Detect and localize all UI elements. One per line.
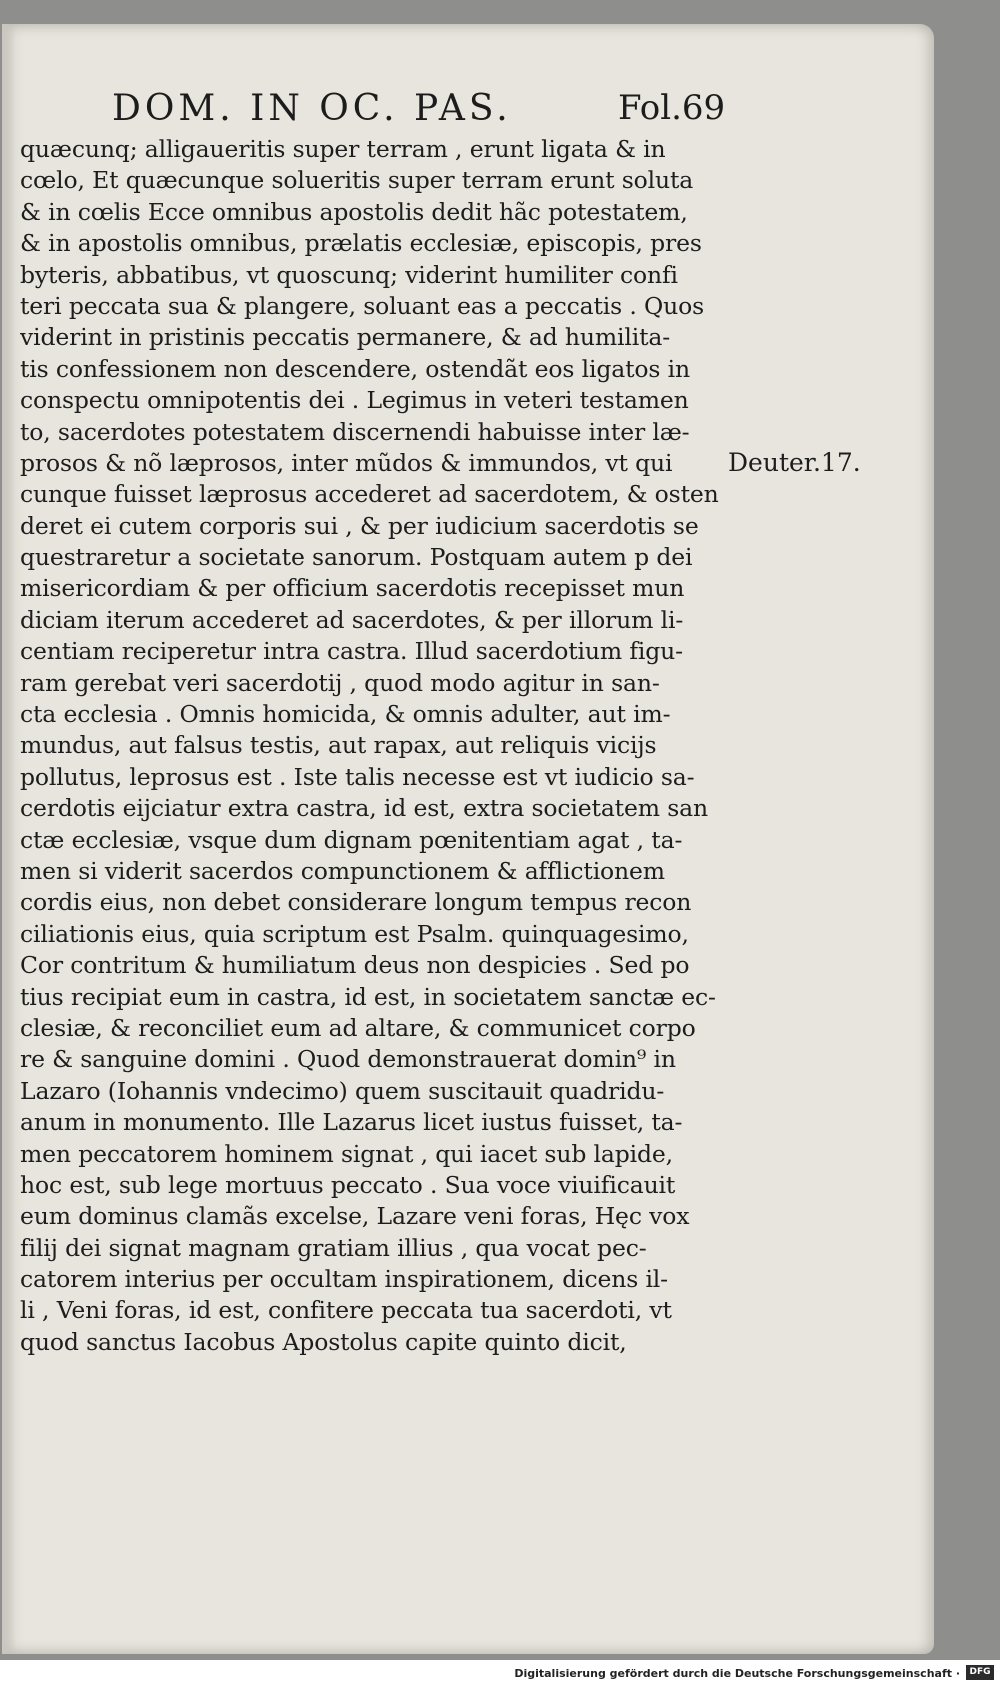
text-line: men si viderit sacerdos compunctionem & afflictionem	[20, 856, 665, 885]
text-line: li , Veni foras, id est, confitere peccata tua sacerdoti, vt	[20, 1296, 672, 1325]
footer-bar	[0, 1660, 1000, 1693]
text-line: ram gerebat veri sacerdotij , quod modo agitur in san-	[20, 668, 660, 697]
text-line: byteris, abbatibus, vt quoscunq; viderint humiliter confi	[20, 260, 678, 289]
text-line: centiam reciperetur intra castra. Illud sacerdotium figu-	[20, 637, 683, 666]
text-line: cerdotis eijciatur extra castra, id est, extra societatem san	[20, 794, 708, 823]
text-line: cœlo, Et quæcunque solueritis super terram erunt soluta	[20, 166, 694, 195]
text-line: mundus, aut falsus testis, aut rapax, aut reliquis vicijs	[20, 731, 657, 760]
text-line: pollutus, leprosus est . Iste talis necesse est vt iudicio sa-	[20, 762, 695, 791]
marginal-note: Deuter.17.	[728, 448, 861, 477]
page-gutter-shadow	[2, 24, 16, 1654]
running-head: DOM. IN OC. PAS.	[112, 88, 512, 129]
folio-number: Fol.69	[618, 88, 726, 128]
text-line: cta ecclesia . Omnis homicida, & omnis adulter, aut im-	[20, 700, 671, 729]
text-line: Lazaro (Iohannis vndecimo) quem suscitauit quadridu-	[20, 1076, 665, 1105]
text-line: filij dei signat magnam gratiam illius , qua vocat pec-	[20, 1233, 647, 1262]
text-line: hoc est, sub lege mortuus peccato . Sua voce viuificauit	[20, 1170, 676, 1199]
text-line: diciam iterum accederet ad sacerdotes, & per illorum li-	[20, 605, 684, 634]
text-line: cunque fuisset læprosus accederet ad sacerdotem, & osten	[20, 480, 719, 509]
text-line: quod sanctus Iacobus Apostolus capite quinto dicit,	[20, 1327, 627, 1356]
text-line: tius recipiat eum in castra, id est, in societatem sanctæ ec-	[20, 982, 716, 1011]
text-line: anum in monumento. Ille Lazarus licet iustus fuisset, ta-	[20, 1108, 683, 1137]
text-line: catorem interius per occultam inspirationem, dicens il-	[20, 1265, 668, 1294]
text-line: teri peccata sua & plangere, soluant eas a peccatis . Quos	[20, 291, 705, 320]
text-line: ctæ ecclesiæ, vsque dum dignam pœnitentiam agat , ta-	[20, 825, 683, 854]
text-line: cordis eius, non debet considerare longum tempus recon	[20, 888, 692, 917]
dfg-logo: DFG	[966, 1665, 994, 1680]
text-line: re & sanguine domini . Quod demonstrauerat domin⁹ in	[20, 1045, 676, 1074]
text-line: tis confessionem non descendere, ostendãt eos ligatos in	[20, 354, 690, 383]
text-line: misericordiam & per officium sacerdotis recepisset mun	[20, 574, 685, 603]
text-line: conspectu omnipotentis dei . Legimus in veteri testamen	[20, 386, 689, 415]
text-line: prosos & nõ læprosos, inter mũdos & immundos, vt qui	[20, 448, 673, 477]
body-text	[20, 134, 730, 1358]
text-line: ciliationis eius, quia scriptum est Psalm. quinquagesimo,	[20, 919, 689, 948]
text-line: Cor contritum & humiliatum deus non despicies . Sed po	[20, 951, 690, 980]
text-line: men peccatorem hominem signat , qui iacet sub lapide,	[20, 1139, 673, 1168]
text-line: quæcunq; alligaueritis super terram , erunt ligata & in	[20, 135, 666, 163]
text-line: questraretur a societate sanorum. Postquam autem p dei	[20, 543, 693, 572]
text-line: & in apostolis omnibus, prælatis ecclesiæ, episcopis, pres	[20, 229, 702, 258]
text-line: to, sacerdotes potestatem discernendi habuisse inter læ-	[20, 417, 690, 446]
funding-notice: Digitalisierung gefördert durch die Deutsche Forschungsgemeinschaft ·	[514, 1667, 960, 1680]
text-line: eum dominus clamãs excelse, Lazare veni foras, Hęc vox	[20, 1202, 690, 1231]
text-line: clesiæ, & reconciliet eum ad altare, & communicet corpo	[20, 1013, 696, 1042]
text-line: deret ei cutem corporis sui , & per iudicium sacerdotis se	[20, 511, 699, 540]
text-line: viderint in pristinis peccatis permanere, & ad humilita-	[20, 323, 671, 352]
text-line: & in cœlis Ecce omnibus apostolis dedit hãc potestatem,	[20, 197, 688, 226]
